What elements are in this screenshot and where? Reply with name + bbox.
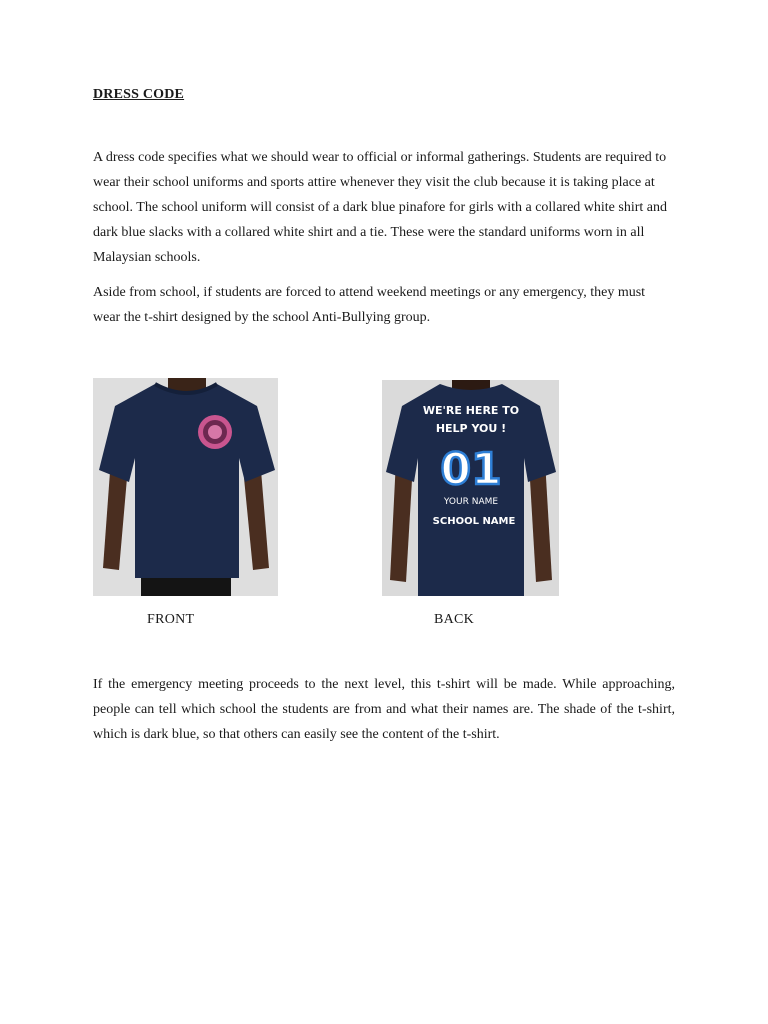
paragraph-emergency-meeting: If the emergency meeting proceeds to the next level, this t-shirt will be made. While approaching, people can tell which school the students are from and what their names are. The shade of the t-shirt, which is dark blue, so that others can easily see the content of the t-shirt. — [93, 677, 675, 742]
document-heading: DRESS CODE — [93, 87, 185, 102]
paragraph-weekend-tshirt: Aside from school, if students are forced to attend weekend meetings or any emergency, they must wear the t-shirt designed by the school Anti-Bullying group. — [93, 285, 646, 325]
back-shirt-school: SCHOOL NAME — [432, 516, 516, 527]
tshirt-back-photo — [382, 380, 559, 596]
back-shirt-number: 01 — [440, 444, 502, 495]
paragraph-dress-code-intro: A dress code specifies what we should wear to official or informal gatherings. Students are required to wear their school uniforms and sports attire whenever they visit the club because it is taking place at school. The school uniform will consist of a dark blue pinafore for girls with a collared white shirt and dark blue slacks with a collared white shirt and a tie. These were the standard uniforms worn in all Malaysian schools. — [93, 150, 667, 265]
back-shirt-line-2: HELP YOU ! — [435, 422, 507, 435]
back-shirt-line-1: WE'RE HERE TO — [422, 404, 520, 417]
front-caption: FRONT — [147, 612, 195, 627]
tshirt-front-photo — [93, 378, 278, 596]
back-shirt-name: YOUR NAME — [443, 497, 499, 507]
back-caption: BACK — [434, 612, 475, 627]
